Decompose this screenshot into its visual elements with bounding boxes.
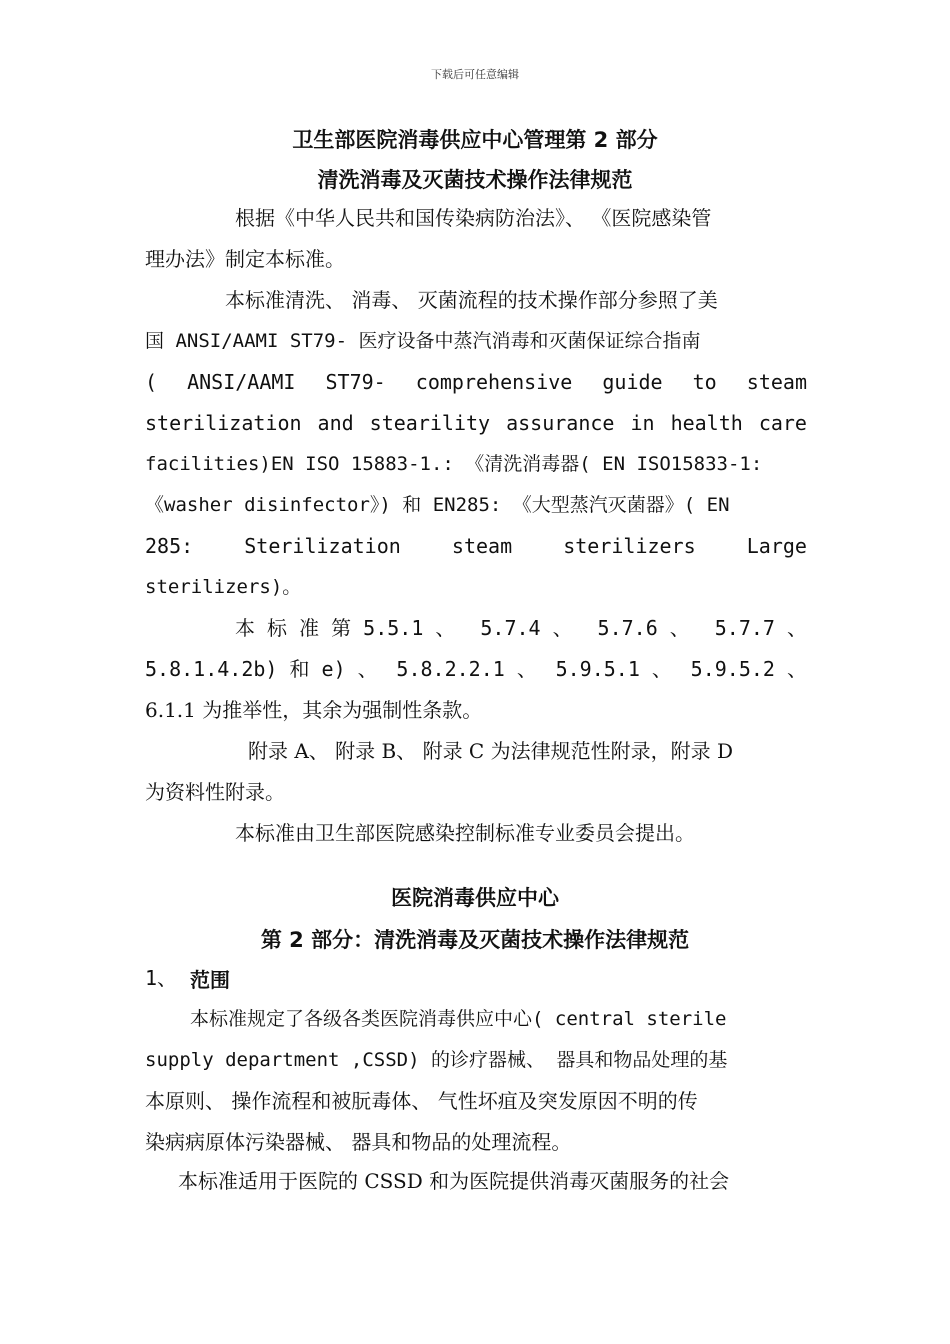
clause: 5.7.6 、: [597, 616, 690, 640]
clause: 5.8.1.4.2b) 和 e) 、: [145, 657, 378, 681]
word: steam: [451, 534, 513, 558]
word: ANSI/AAMI: [187, 370, 296, 394]
intro-p1-line-1: 根据《中华人民共和国传染病防治法》、 《医院感染管: [235, 206, 712, 230]
intro-p3-line-2: [145, 656, 807, 682]
section-1-number: 1、: [145, 966, 178, 990]
intro-p2-line-2: 国 ANSI/AAMI ST79- 医疗设备中蒸汽消毒和灭菌保证综合指南: [145, 330, 701, 352]
intro-p4-line-2: 为资料性附录。: [145, 780, 285, 804]
intro-p2-line-8: sterilizers)。: [145, 576, 302, 598]
intro-p3-line-3: 6.1.1 为推举性，其余为强制性条款。: [145, 698, 483, 722]
clause: 5.8.2.2.1 、: [396, 657, 537, 681]
word: stearility: [369, 411, 491, 435]
document-title-line-1: 卫生部医院消毒供应中心管理第 2 部分: [292, 128, 658, 152]
word: assurance: [506, 411, 615, 435]
intro-p2-line-6: 《washer disinfector》) 和 EN285: 《大型蒸汽灭菌器》( EN: [145, 494, 730, 516]
clause: 5.9.5.2 、: [690, 657, 807, 681]
word: sterilizers: [563, 534, 696, 558]
word: in: [630, 411, 655, 435]
intro-p2-line-4: [145, 410, 807, 436]
intro-p2-line-1: 本标准清洗、 消毒、 灭菌流程的技术操作部分参照了美: [225, 288, 718, 312]
section-1-p1-line-4: 染病病原体污染器械、 器具和物品的处理流程。: [145, 1130, 572, 1154]
word: 285:: [145, 534, 194, 558]
intro-p4-line-1: 附录 A、 附录 B、 附录 C 为法律规范性附录，附录 D: [248, 739, 733, 763]
word: ST79-: [325, 370, 386, 394]
section-1-p1-line-3: 本原则、 操作流程和被朊毒体、 气性坏疽及突发原因不明的传: [145, 1089, 698, 1113]
intro-p2-line-3: [145, 369, 807, 395]
intro-p3-line-1: [235, 615, 807, 641]
section-title-line-1: 医院消毒供应中心: [391, 886, 559, 910]
clause: 5.7.7 、: [714, 616, 807, 640]
section-1-p2-line-1: 本标准适用于医院的 CSSD 和为医院提供消毒灭菌服务的社会: [178, 1169, 730, 1193]
intro-p1-line-2: 理办法》制定本标准。: [145, 247, 345, 271]
word: Large: [746, 534, 807, 558]
section-1-p1-line-2: supply department ,CSSD) 的诊疗器械、 器具和物品处理的基: [145, 1049, 728, 1071]
clause: 5.9.5.1 、: [555, 657, 672, 681]
word: comprehensive: [415, 370, 573, 394]
word: care: [758, 411, 807, 435]
intro-p2-line-7: [145, 533, 807, 559]
header-note: 下载后可任意编辑: [431, 68, 519, 81]
section-1-heading: 范围: [190, 968, 230, 992]
document-title-line-2: 清洗消毒及灭菌技术操作法律规范: [317, 168, 633, 192]
word: and: [317, 411, 354, 435]
word: (: [145, 370, 158, 394]
word: Sterilization: [244, 534, 401, 558]
intro-p2-line-5: facilities)EN ISO 15883-1.: 《清洗消毒器( EN ISO15833-1:: [145, 453, 763, 475]
section-title-line-2: 第 2 部分：清洗消毒及灭菌技术操作法律规范: [260, 928, 690, 952]
word: to: [692, 370, 717, 394]
word: sterilization: [145, 411, 302, 435]
word: guide: [602, 370, 663, 394]
section-1-p1-line-1: 本标准规定了各级各类医院消毒供应中心( central sterile: [190, 1008, 727, 1030]
intro-p5-line-1: 本标准由卫生部医院感染控制标准专业委员会提出。: [235, 821, 695, 845]
word: health: [670, 411, 743, 435]
clause: 本 标 准 第 5.5.1 、: [235, 616, 456, 640]
clause: 5.7.4 、: [480, 616, 573, 640]
word: steam: [746, 370, 807, 394]
